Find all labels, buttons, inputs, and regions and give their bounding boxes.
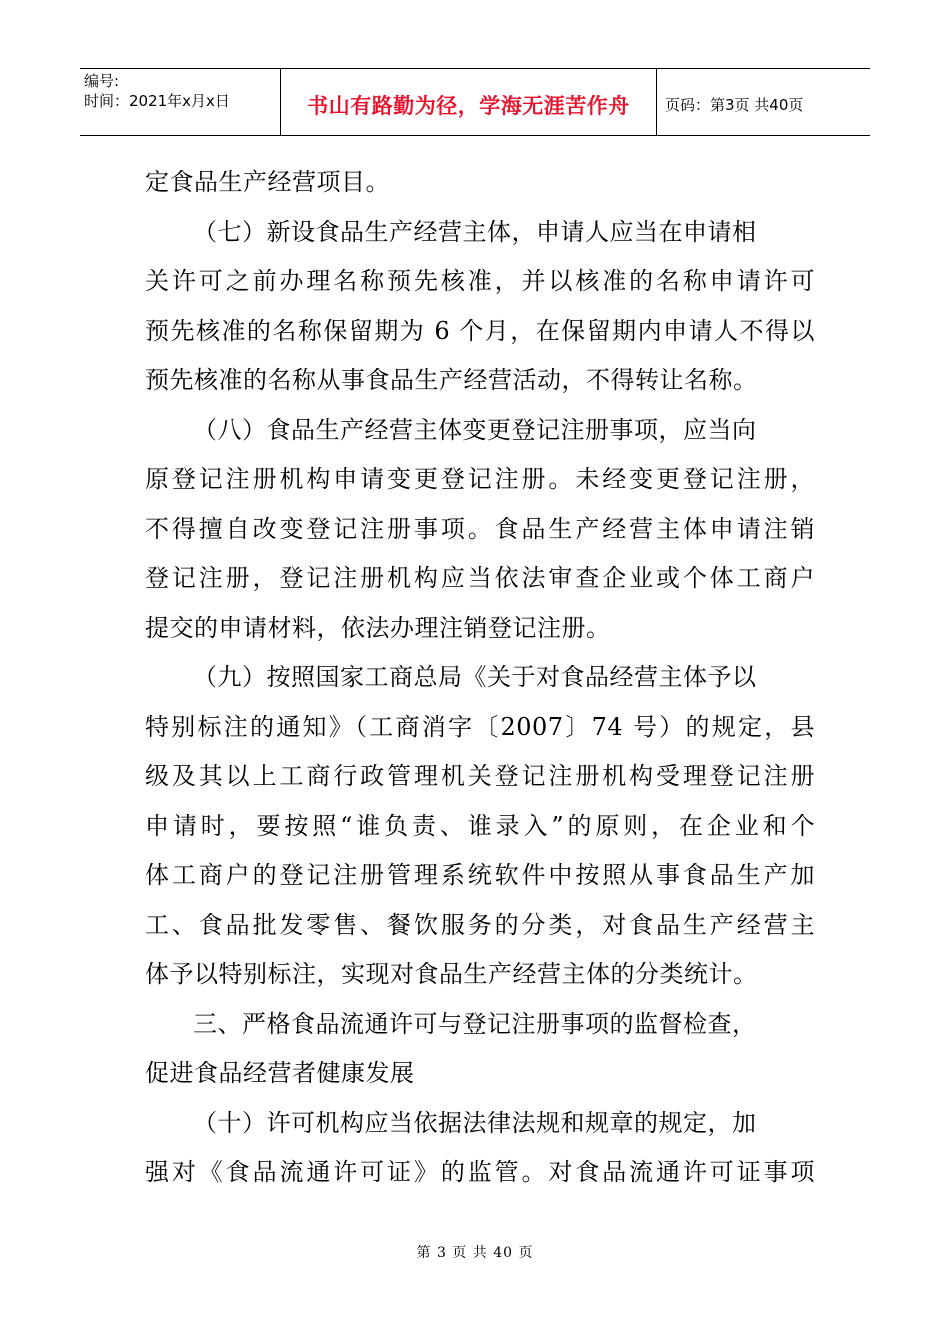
header-page-info: 页码：第3页 共40页 [665,95,804,114]
body-line: 工、食品批发零售、餐饮服务的分类，对食品生产经营主 [145,910,815,939]
body-line: 不得擅自改变登记注册事项。食品生产经营主体申请注销 [145,514,815,543]
header-motto: 书山有路勤为径，学海无涯苦作舟 [281,69,657,135]
page-footer: 第 3 页 共 40 页 [416,1245,534,1261]
body-line: （十）许可机构应当依据法律法规和规章的规定，加 [193,1108,757,1137]
body-line: （九）按照国家工商总局《关于对食品经营主体予以 [193,663,757,691]
document-body [145,158,815,1198]
document-time-label: 时间：2021年x月x日 [84,92,230,110]
body-line: 强对《食品流通许可证》的监管。对食品流通许可证事项 [145,1158,815,1186]
body-line: 申请时，要按照“谁负责、谁录入”的原则，在企业和个 [145,811,815,840]
body-line: 定食品生产经营项目。 [145,168,390,196]
body-line: 登记注册，登记注册机构应当依法审查企业或个体工商户 [145,564,815,592]
body-line: 预先核准的名称从事食品生产经营活动，不得转让名称。 [145,366,758,394]
section-heading: 三、严格食品流通许可与登记注册事项的监督检查， [193,1009,757,1038]
body-line: 提交的申请材料，依法办理注销登记注册。 [145,613,611,642]
body-line: （八）食品生产经营主体变更登记注册事项，应当向 [193,415,757,444]
page-header [80,68,870,136]
section-heading: 促进食品经营者健康发展 [145,1059,415,1087]
header-meta [80,69,281,135]
body-line: 体工商户的登记注册管理系统软件中按照从事食品生产加 [145,861,815,889]
body-line: （七）新设食品生产经营主体，申请人应当在申请相 [193,217,757,246]
body-line: 原登记注册机构申请变更登记注册。未经变更登记注册， [145,465,815,493]
body-line: 特别标注的通知》（工商消字〔2007〕74 号）的规定，县 [145,712,815,741]
body-line: 级及其以上工商行政管理机关登记注册机构受理登记注册 [145,762,815,790]
body-line: 关许可之前办理名称预先核准，并以核准的名称申请许可 [145,267,815,295]
body-line: 预先核准的名称保留期为 6 个月，在保留期内申请人不得以 [145,316,815,345]
document-number-label: 编号: [84,72,120,90]
body-line: 体予以特别标注，实现对食品生产经营主体的分类统计。 [145,960,758,988]
